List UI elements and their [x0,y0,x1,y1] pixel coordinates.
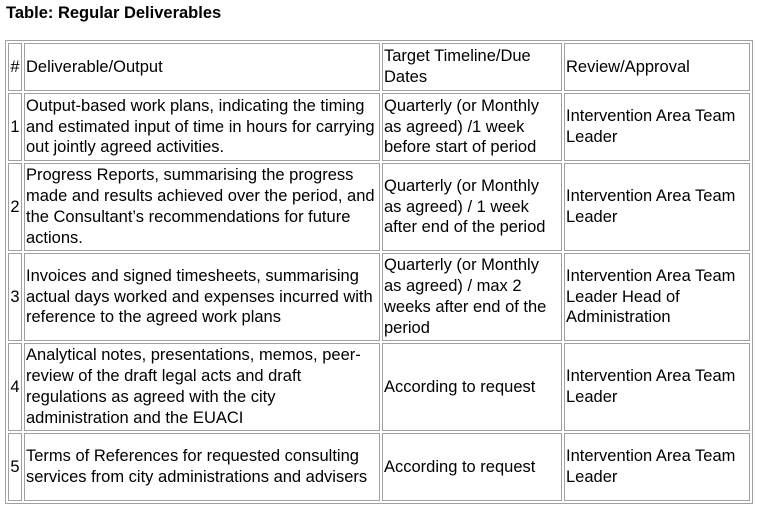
row-target: Quarterly (or Monthly as agreed) / 1 week after end of the period [382,163,562,251]
header-target: Target Timeline/Due Dates [382,43,562,91]
table-title: Table: Regular Deliverables [6,4,222,22]
row-num: 1 [8,93,22,161]
row-deliverable: Progress Reports, summarising the progress made and results achieved over the period, and the Consultant’s recommendations for future actions. [24,163,380,251]
table-row [8,163,750,251]
row-num: 2 [8,163,22,251]
row-review: Intervention Area Team Leader [564,343,750,431]
table-header-row [8,43,750,91]
row-target: According to request [382,343,562,431]
row-target: Quarterly (or Monthly as agreed) / max 2 weeks after end of the period [382,253,562,341]
row-num: 5 [8,433,22,501]
row-review: Intervention Area Team Leader [564,433,750,501]
row-deliverable: Terms of References for requested consulting services from city administrations and advisers [24,433,380,501]
row-target: According to request [382,433,562,501]
header-deliverable: Deliverable/Output [24,43,380,91]
table-row [8,253,750,341]
row-deliverable: Output-based work plans, indicating the timing and estimated input of time in hours for carrying out jointly agreed activities. [24,93,380,161]
row-review: Intervention Area Team Leader [564,163,750,251]
row-num: 4 [8,343,22,431]
table-row [8,93,750,161]
row-deliverable: Analytical notes, presentations, memos, peer-review of the draft legal acts and draft regulations as agreed with the city administration and the EUACI [24,343,380,431]
header-num: # [8,43,22,91]
table-row [8,433,750,501]
table-row [8,343,750,431]
row-deliverable: Invoices and signed timesheets, summarising actual days worked and expenses incurred with reference to the agreed work plans [24,253,380,341]
header-review: Review/Approval [564,43,750,91]
deliverables-table [5,40,753,504]
row-review: Intervention Area Team Leader Head of Administration [564,253,750,341]
row-target: Quarterly (or Monthly as agreed) /1 week before start of period [382,93,562,161]
row-review: Intervention Area Team Leader [564,93,750,161]
row-num: 3 [8,253,22,341]
